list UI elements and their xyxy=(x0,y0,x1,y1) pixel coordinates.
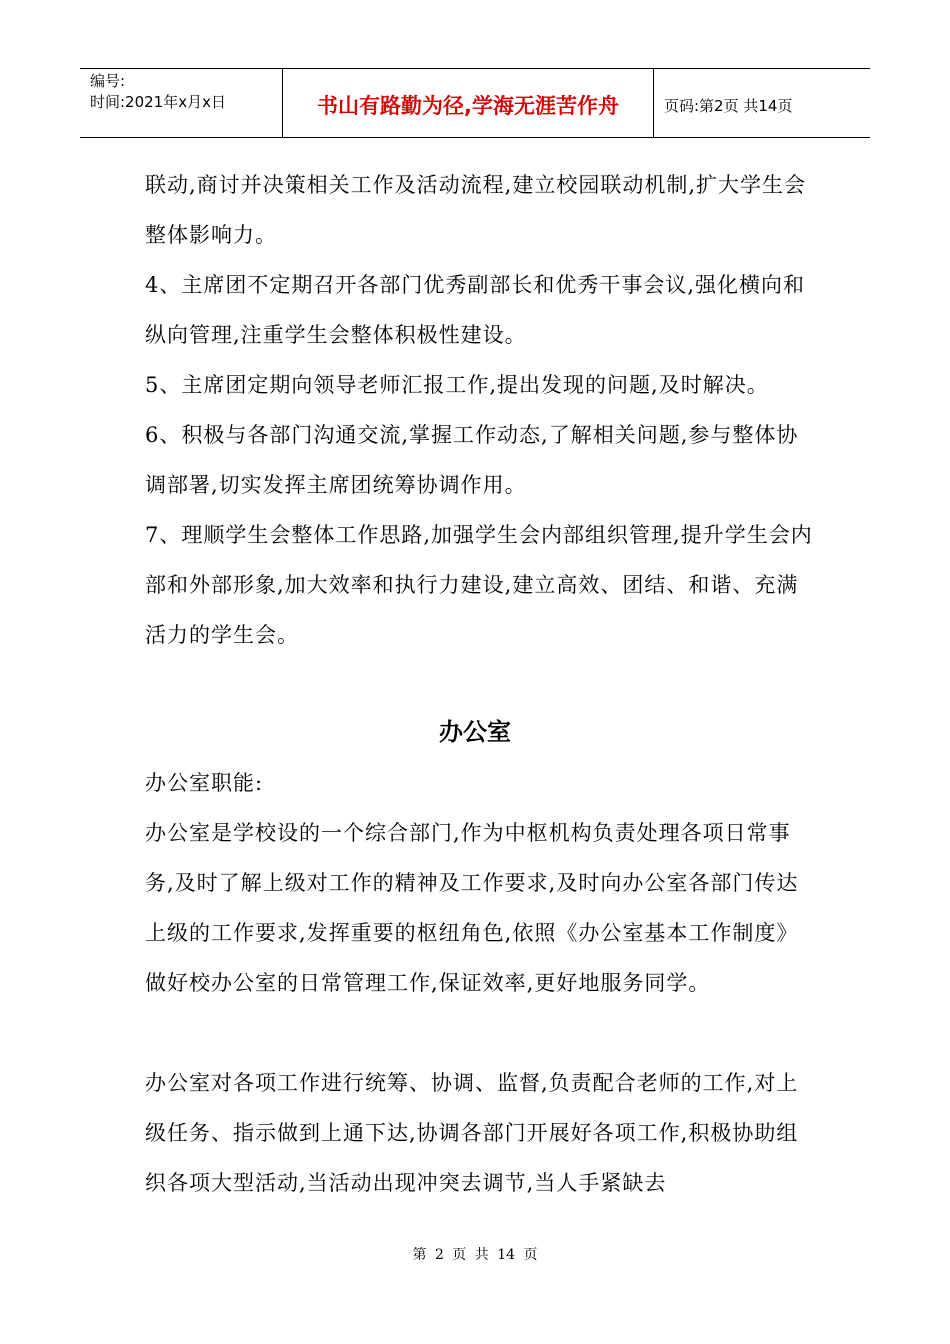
section-label: 办公室职能: xyxy=(145,771,264,795)
section-paragraph: 办公室对各项工作进行统筹、协调、监督,负责配合老师的工作,对上级任务、指示做到上通下达,协调各部门开展好各项工作,积极协助组织各项大型活动,当活动出现冲突去调节,当人手紧缺去 xyxy=(145,1071,799,1195)
body-paragraph: 6、积极与各部门沟通交流,掌握工作动态,了解相关问题,参与整体协调部署,切实发挥主席团统筹协调作用。 xyxy=(145,423,799,497)
header-motto: 书山有路勤为径,学海无涯苦作舟 xyxy=(282,69,654,137)
body-paragraph: 5、主席团定期向领导老师汇报工作,提出发现的问题,及时解决。 xyxy=(145,373,769,397)
body-paragraph: 4、主席团不定期召开各部门优秀副部长和优秀干事会议,强化横向和纵向管理,注重学生会整体积极性建设。 xyxy=(145,273,806,347)
body-paragraph: 联动,商讨并决策相关工作及活动流程,建立校园联动机制,扩大学生会整体影响力。 xyxy=(145,173,807,247)
header-page-number: 页码:第2页 共14页 xyxy=(664,96,793,115)
section-title: 办公室 xyxy=(439,718,511,746)
page-header xyxy=(80,68,870,138)
document-number-label: 编号: xyxy=(90,72,126,90)
document-date-label: 时间:2021年x月x日 xyxy=(90,93,226,111)
section-paragraph: 办公室是学校设的一个综合部门,作为中枢机构负责处理各项日常事务,及时了解上级对工作的精神及工作要求,及时向办公室各部门传达上级的工作要求,发挥重要的枢纽角色,依照《办公室基本工作制度》做好校办公室的日常管理工作,保证效率,更好地服务同学。 xyxy=(145,821,799,995)
header-meta xyxy=(80,69,282,137)
page-footer: 第 2 页 共 14 页 xyxy=(412,1247,538,1263)
body-paragraph: 7、理顺学生会整体工作思路,加强学生会内部组织管理,提升学生会内部和外部形象,加大效率和执行力建设,建立高效、团结、和谐、充满活力的学生会。 xyxy=(145,523,813,647)
